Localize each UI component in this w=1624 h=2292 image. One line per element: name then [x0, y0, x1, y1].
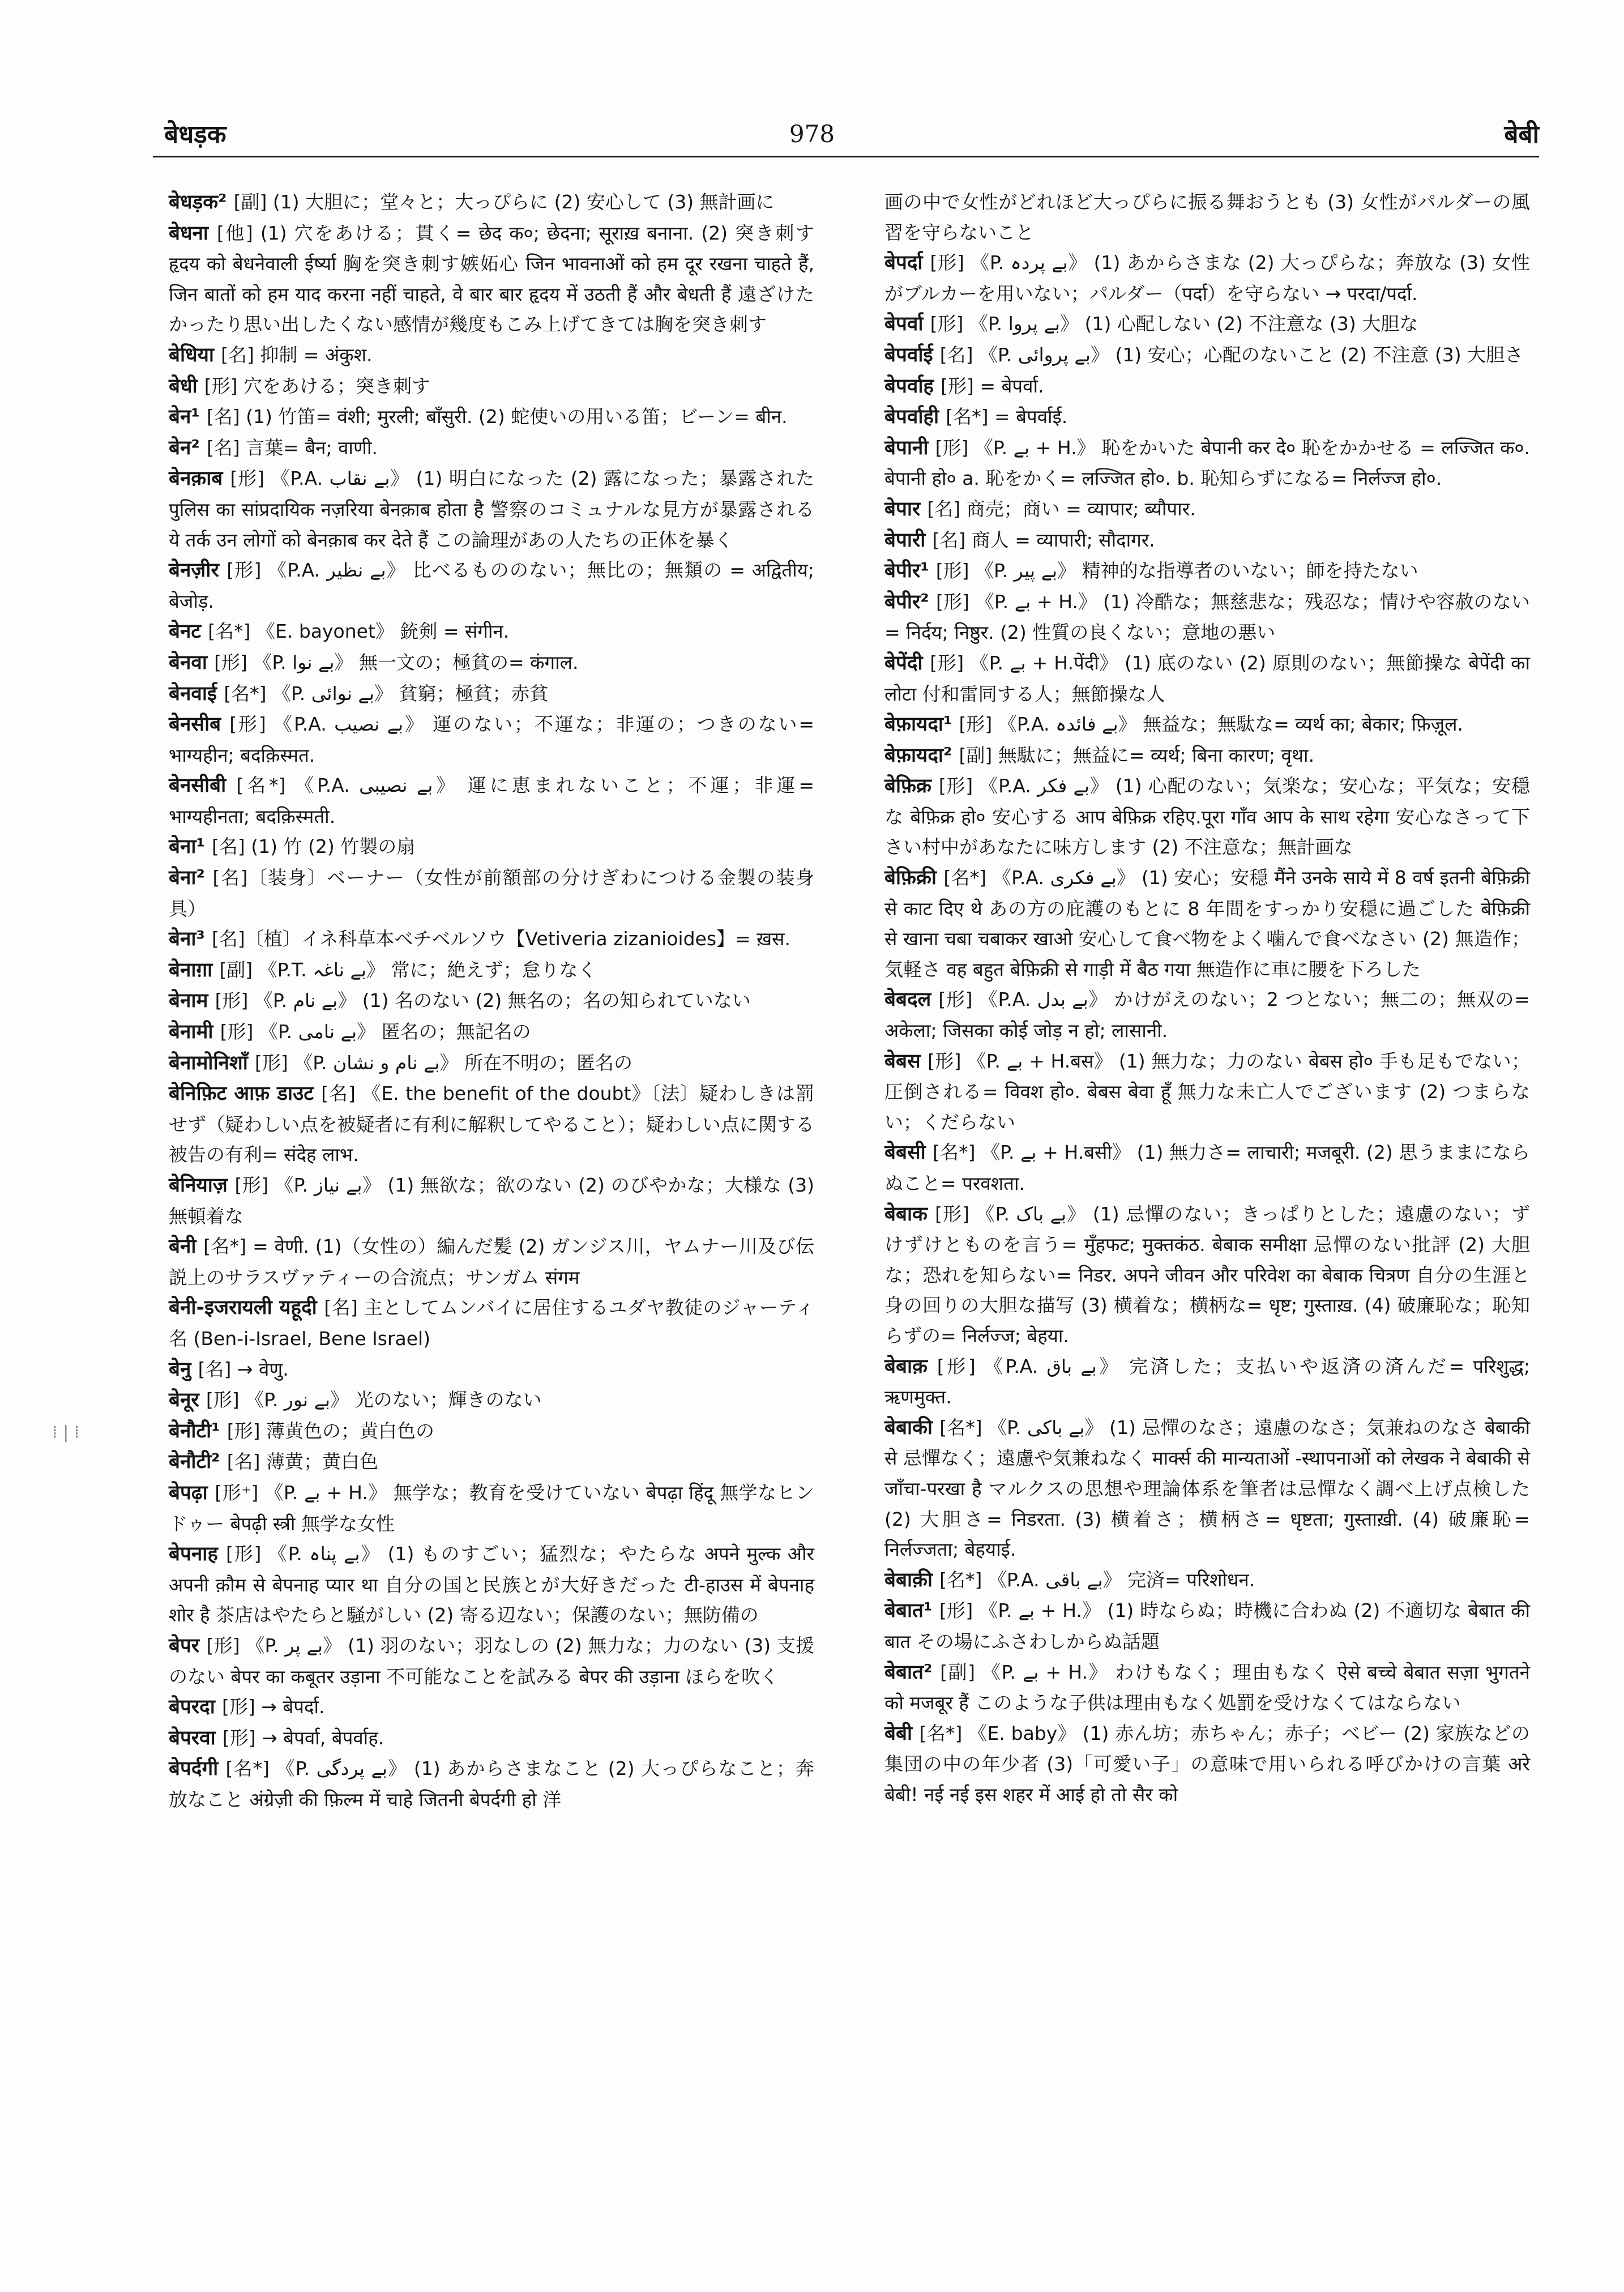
right-guide-word: बेबी — [1504, 120, 1539, 149]
headword: बेबाक़ी — [884, 1568, 940, 1591]
definition: [形] 《P. بے پر》 (1) 羽のない；羽なしの (2) 無力な；力のない (3) 支援のない बेपर का कबूतर उड़ाना 不可能なことを試みる बेपर की उड़ाना ほらを吹く — [169, 1634, 815, 1688]
definition: [形] 《P. بے + H.पेंदी》 (1) 底のない (2) 原則のない；無節操な बेपेंदी का लोटा 付和雷同する人；無節操な人 — [884, 651, 1530, 705]
headword: बेनिफ़िट आफ़ डाउट — [169, 1082, 322, 1106]
dictionary-entry — [169, 924, 814, 955]
headword: बेनियाज़ — [169, 1174, 235, 1197]
dictionary-entry — [884, 863, 1530, 984]
dictionary-entry — [169, 340, 814, 371]
dictionary-entry — [169, 1692, 814, 1723]
definition: [副] 《P.T. بے ناغہ》 常に；絶えず；怠りなく — [219, 958, 597, 981]
headword: बेफ़ायदा² — [884, 744, 959, 767]
dictionary-entry — [169, 831, 814, 863]
dictionary-entry — [884, 648, 1530, 709]
definition: [形] 《P. بے نامی》 匿名の；無記名の — [220, 1021, 531, 1043]
dictionary-entry — [884, 371, 1530, 402]
dictionary-entry — [169, 1723, 814, 1754]
definition: [形] 《P.A. بے بدل》 かけがえのない；2 つとない；無二の；無双の= अकेला; जिसका कोई जोड़ न हो; लासानी. — [884, 988, 1530, 1042]
definition: [形] 《P. بے نوا》 無一文の；極貧の= कंगाल. — [214, 651, 579, 673]
definition: [名*] 《P. بے + H.बसी》 (1) 無力さ= लाचारी; मजबूरी. (2) 思うままにならぬこと= परवशता. — [884, 1141, 1531, 1194]
headword: बेधड़क² — [169, 191, 234, 214]
definition: [名]〔装身〕ベーナー（女性が前額部の分けぎわにつける金製の装身具） — [169, 867, 814, 920]
dictionary-entry — [169, 709, 814, 770]
definition: [形] 《P. بے + H.》 恥をかいた बेपानी कर दे० 恥をかかせる = लज्जित क०. बेपानी हो० a. 恥をかく= लज्जित हो०. b. 恥知らずになる= निर्लज्ज हो०. — [884, 436, 1531, 490]
headword: बेपर्वाह — [884, 374, 941, 398]
headword: बेनौटी² — [169, 1450, 227, 1474]
left-column — [169, 187, 814, 1815]
headword: बेपर — [169, 1634, 207, 1657]
dictionary-entry — [169, 1354, 814, 1385]
definition: [名*] 《P.A. بے فکری》 (1) 安心；安穏 मैंने उनके साये में 8 वर्ष इतनी बेफ़िक्री से काट दिए थे あの方の庇護のもとに 8 年間をすっかり安穏に過ごした बेफ़िक्री से खाना चबा चबाकर खाओ 安心して食べ物をよく噛んで食べなさい (2) 無造作；気軽さ वह बहुत बेफ़िक्री से गाड़ी में बैठ गया 無造作に車に腰を下ろした — [884, 867, 1530, 980]
page-header — [0, 0, 1624, 159]
definition: [形] 《P.A. بے فائدہ》 無益な；無駄な= व्यर्थ का; बेकार; फ़िज़ूल. — [959, 713, 1463, 736]
definition: [形] 《P. بے نام》 (1) 名のない (2) 無名の；名の知られていない — [215, 989, 751, 1012]
definition: [名] 《P. بے پروائی》 (1) 安心；心配のないこと (2) 不注意 (3) 大胆さ — [939, 343, 1524, 366]
header-rule — [153, 156, 1539, 157]
dictionary-entry — [169, 1048, 814, 1079]
dictionary-entry — [884, 587, 1530, 648]
dictionary-entry — [884, 1351, 1530, 1412]
headword: बेनामी — [169, 1021, 220, 1044]
definition: [名]〔植〕イネ科草本ベチベルソウ【Vetiveria zizanioides】= ख़स. — [212, 928, 790, 950]
definition: [副] 《P. بے + H.》 わけもなく；理由もなく ऐसे बच्चे बेबात सज़ा भुगतने को मजबूर हैं このような子供は理由もなく処罰を受けなくてはならない — [884, 1661, 1530, 1714]
headword: बेबसी — [884, 1141, 933, 1164]
headword: बेनट — [169, 620, 208, 643]
dictionary-entry — [169, 402, 814, 433]
dictionary-entry — [884, 340, 1530, 371]
definition: [形] 《P. بے + H.》 (1) 時ならぬ；時機に合わぬ (2) 不適切な बेबात की बात その場にふさわしからぬ話題 — [884, 1599, 1531, 1653]
dictionary-entry — [884, 740, 1530, 771]
definition: [形] → बेपर्वा, बेपर्वाह. — [222, 1726, 384, 1749]
dictionary-entry — [169, 433, 814, 464]
dictionary-entry — [169, 463, 814, 555]
headword: बेफ़िक्र — [884, 775, 939, 798]
definition: [名*] 《P. بے پردگی》 (1) あからさまなこと (2) 大っぴらなこと；奔放なこと अंग्रेज़ी की फ़िल्म में चाहे जितनी बेपर्दगी हो 洋 — [169, 1757, 815, 1811]
dictionary-entry — [884, 1657, 1530, 1718]
headword: बेपर्वा — [884, 313, 930, 336]
dictionary-entry — [169, 1446, 814, 1478]
right-column — [884, 187, 1530, 1809]
headword: बेबाकी — [884, 1416, 940, 1439]
definition: [形] 穴をあける；突き刺す — [204, 374, 431, 397]
dictionary-entry — [169, 1017, 814, 1048]
dictionary-entry — [169, 1539, 814, 1631]
dictionary-entry — [169, 1385, 814, 1416]
definition: [形] 《P.A. بے نظیر》 比べるもののない；無比の；無類の = अद्वितीय; बेजोड़. — [169, 559, 814, 612]
headword: बेपारी — [884, 528, 933, 552]
definition: [名] → वेणु. — [198, 1358, 289, 1380]
definition: [形] 《P. بے نیاز》 (1) 無欲な；欲のない (2) のびやかな；大様な (3) 無頓着な — [169, 1174, 814, 1227]
dictionary-entry — [884, 984, 1530, 1045]
page-number: 978 — [789, 120, 835, 148]
headword: बेनूर — [169, 1389, 206, 1412]
headword: बेपीर² — [884, 590, 936, 613]
dictionary-entry — [169, 1078, 814, 1170]
headword: बेना³ — [169, 928, 212, 951]
definition: [名] 商売；商い = व्यापार; ब्यौपार. — [927, 497, 1196, 520]
definition: [形] 《P.A. بے نصیب》 運のない；不運な；非運の；つきのない= भाग्यहीन; बदक़िस्मत. — [169, 713, 815, 766]
definition: [名*] 《P. بے باکی》 (1) 忌憚のなさ；遠慮のなさ；気兼ねのなさ बेबाकी से 忌憚なく；遠慮や気兼ねなく मार्क्स की मान्यताओं -स्थापनाओं को लेखक ने बेबाकी से जाँचा-परखा है マルクスの思想や理論体系を筆者は忌憚なく調べ上げ点検した (2) 大胆さ= निडरता. (3) 横着さ；横柄さ= धृष्टता; गुस्ताख़ी. (4) 破廉恥= निर्लज्जता; बेहयाई. — [884, 1416, 1531, 1561]
definition: [副] 無駄に；無益に= व्यर्थ; बिना कारण; वृथा. — [959, 744, 1315, 766]
headword: बेनाग़ा — [169, 958, 220, 981]
dictionary-entry — [884, 709, 1530, 740]
dictionary-entry — [884, 494, 1530, 525]
dictionary-entry — [884, 309, 1530, 340]
dictionary-entry — [884, 1137, 1530, 1198]
dictionary-entry — [169, 678, 814, 710]
definition: [形] = बेपर्वा. — [941, 374, 1044, 397]
headword: बेनु — [169, 1358, 198, 1381]
definition: [名] 薄黄；黄白色 — [226, 1450, 378, 1473]
dictionary-entry — [169, 1631, 814, 1692]
headword: बेना¹ — [169, 835, 212, 859]
headword: बेपर्वाही — [884, 406, 946, 429]
dictionary-entry — [884, 1046, 1530, 1138]
headword: बेपरवा — [169, 1726, 223, 1749]
headword: बेबस — [884, 1049, 928, 1073]
definition: [名] (1) 竹 (2) 竹製の扇 — [212, 835, 416, 858]
headword: बेपानी — [884, 436, 935, 459]
dictionary-entry — [884, 771, 1530, 863]
definition: [他] (1) 穴をあける；貫く= छेद क०; छेदना; सूराख़ बनाना. (2) 突き刺す हृदय को बेधनेवाली ईर्ष्या 胸を突き刺す嫉妬心 जिन भावनाओं को हम दूर रखना चाहते हैं, जिन बातों को हम याद करना नहीं चाहते, वे बार बार हृदय में उठती हैं और बेधती हैं 遠ざけたかったり思い出したくない感情が幾度もこみ上げてきては胸を突き刺す — [169, 221, 814, 336]
headword: बेनाम — [169, 989, 215, 1013]
dictionary-entry — [884, 1412, 1530, 1565]
headword: बेपार — [884, 497, 928, 520]
definition: [名*] 《E. bayonet》 銃剣 = संगीन. — [208, 620, 510, 643]
definition: [形] 《P. بے نور》 光のない；輝きのない — [206, 1389, 542, 1411]
dictionary-entry — [884, 433, 1530, 494]
dictionary-entry — [169, 863, 814, 924]
headword: बेपनाह — [169, 1543, 226, 1566]
dictionary-entry — [884, 1595, 1530, 1657]
definition: [形⁺] 《P. بے + H.》 無学な；教育を受けていない बेपढ़ा हिंदू 無学なヒンドゥー बेपढ़ी स्त्री 無学な女性 — [169, 1481, 814, 1535]
definition: [形] 《P. بے نام و نشان》 所在不明の；匿名の — [255, 1051, 633, 1074]
dictionary-entry — [169, 985, 814, 1017]
headword: बेनज़ीर — [169, 559, 227, 582]
headword: बेपर्दा — [884, 251, 930, 275]
headword: बेनक़ाब — [169, 467, 230, 490]
dictionary-entry — [169, 1231, 814, 1292]
headword: बेन² — [169, 436, 207, 459]
headword: बेनी — [169, 1235, 204, 1258]
dictionary-entry — [169, 1478, 814, 1539]
headword: बेनसीबी — [169, 774, 237, 797]
headword: बेबाक — [884, 1202, 935, 1226]
headword: बेनसीब — [169, 713, 230, 736]
headword: बेनी-इजरायली यहूदी — [169, 1296, 324, 1320]
definition: [名] 言葉= बैन; वाणी. — [206, 436, 378, 459]
headword: बेपर्दगी — [169, 1757, 226, 1781]
definition: [形] 《P. بے پروا》 (1) 心配しない (2) 不注意な (3) 大胆な — [930, 313, 1418, 335]
dictionary-entry — [884, 556, 1530, 587]
headword: बेपेंदी — [884, 651, 930, 675]
headword: बेधना — [169, 221, 217, 245]
headword: बेपढ़ा — [169, 1481, 215, 1504]
headword: बेफ़ायदा¹ — [884, 713, 959, 736]
definition: [形] → बेपर्दा. — [222, 1696, 325, 1718]
dictionary-entry — [169, 1753, 814, 1815]
definition: [名*] = वेणी. (1)（女性の）編んだ髪 (2) ガンジス川，ヤムナー川及び伝説上のサラスヴァティーの合流点；サンガム संगम — [169, 1235, 814, 1288]
headword: बेबी — [884, 1722, 920, 1745]
dictionary-entry — [169, 616, 814, 647]
continued-text: 画の中で女性がどれほど大っぴらに振る舞おうとも (3) 女性がパルダーの風習を守らないこと — [884, 191, 1530, 244]
headword: बेनौटी¹ — [169, 1419, 227, 1442]
definition: [名] 商人 = व्यापारी; सौदागर. — [932, 528, 1155, 551]
dictionary-entry — [169, 371, 814, 402]
dictionary-entry — [169, 218, 814, 340]
dictionary-entry — [884, 247, 1530, 309]
margin-mark: ⁞ | ⁞ — [52, 1423, 80, 1442]
dictionary-entry — [169, 955, 814, 986]
headword: बेबात¹ — [884, 1599, 939, 1623]
definition: [名] 抑制 = अंकुश. — [221, 343, 373, 366]
headword: बेपीर¹ — [884, 560, 936, 583]
definition: [形] 《P. بے + H.》 (1) 冷酷な；無慈悲な；残忍な；情けや容赦のない= निर्दय; निष्ठुर. (2) 性質の良くない；意地の悪い — [884, 590, 1530, 644]
dictionary-entry — [169, 1170, 814, 1231]
definition: [名] 《E. the benefit of the doubt》〔法〕疑わしきは罰せず（疑わしい点を被疑者に有利に解釈してやること）；疑わしい点に関する被告の有利= संदेह लाभ. — [169, 1082, 814, 1166]
definition: [形] 《P.A. بے فکر》 (1) 心配のない；気楽な；安心な；平気な；安穏な बेफ़िक्र हो० 安心する आप बेफ़िक्र रहिए.पूरा गाँव आप के साथ रहेगा 安心なさって下さい村中があなたに味方します (2) 不注意な；無計画な — [884, 775, 1531, 859]
headword: बेबदल — [884, 988, 939, 1011]
definition: [副] (1) 大胆に；堂々と；大っぴらに (2) 安心して (3) 無計画に — [233, 191, 775, 213]
headword: बेनवाई — [169, 682, 224, 705]
headword: बेपरदा — [169, 1696, 223, 1719]
headword: बेना² — [169, 867, 213, 890]
dictionary-entry — [884, 525, 1530, 556]
dictionary-entry — [169, 187, 814, 218]
dictionary-entry — [169, 770, 814, 831]
definition: [名] 主としてムンバイに居住するユダヤ教徒のジャーティ名 (Ben-i-Israel, Bene Israel) — [169, 1296, 814, 1350]
definition: [形] 《P. بے پردہ》 (1) あからさまな (2) 大っぴらな；奔放な (3) 女性がブルカーを用いない；パルダー（पर्दा）を守らない → परदा/पर्दा. — [884, 251, 1531, 305]
headword: बेबाक़ — [884, 1355, 937, 1378]
headword: बेधिया — [169, 343, 221, 366]
definition: [名*] 《P. بے نوائی》 貧窮；極貧；赤貧 — [224, 682, 549, 705]
headword: बेबात² — [884, 1661, 941, 1684]
definition: [形] 《P.A. بے نقاب》 (1) 明白になった (2) 露になった；暴露された पुलिस का सांप्रदायिक नज़रिया बेनक़ाब होता है 警察のコミュナルな見方が暴露される ये तर्क उन लोगों को बेनक़ाब कर देते हैं この論理があの人たちの正体を暴く — [169, 467, 815, 551]
dictionary-entry — [884, 1718, 1530, 1810]
dictionary-entry — [884, 402, 1530, 433]
definition: [形] 《P.A. بے باق》 完済した；支払いや返済の済んだ= परिशुद्ध; ऋणमुक्त. — [884, 1355, 1531, 1409]
definition: [形] 《P. بے باک》 (1) 忌憚のない；きっぱりとした；遠慮のない；ずけずけとものを言う= मुँहफट; मुक्तकंठ. बेबाक समीक्षा 忌憚のない批評 (2) 大胆な；恐れを知らない= निडर. अपने जीवन और परिवेश का बेबाक चित्रण 自分の生涯と身の回りの大胆な描写 (3) 横着な；横柄な= धृष्ट; गुस्ताख़. (4) 破廉恥な；恥知らずの= निर्लज्ज; बेहया. — [884, 1202, 1530, 1347]
dictionary-entry — [169, 1292, 814, 1354]
headword: बेनामोनिशाँ — [169, 1051, 255, 1074]
definition: [名] (1) 竹笛= वंशी; मुरली; बाँसुरी. (2) 蛇使いの用いる笛；ビーン= बीन. — [206, 406, 788, 428]
definition: [名*] 《P.A. بے باقی》 完済= परिशोधन. — [939, 1568, 1255, 1591]
dictionary-entry — [169, 1416, 814, 1447]
definition: [形] 薄黄色の；黄白色の — [226, 1419, 434, 1442]
definition: [名*] = बेपर्वाई. — [946, 406, 1068, 428]
definition: [名*] 《P.A. بے نصیبی》 運に恵まれないこと；不運；非運= भाग्यहीनता; बदक़िस्मती. — [169, 774, 815, 827]
definition: [形] 《P. بے پناہ》 (1) ものすごい；猛烈な；やたらな अपने मुल्क और अपनी क़ौम से बेपनाह प्यार था 自分の国と民族とが大好きだった टी-हाउस में बेपनाह शोर है 茶店はやたらと騒がしい (2) 寄る辺ない；保護のない；無防備の — [169, 1543, 814, 1627]
headword: बेन¹ — [169, 406, 207, 429]
dictionary-entry — [884, 1565, 1530, 1596]
dictionary-entry — [169, 555, 814, 616]
headword: बेफ़िक्री — [884, 867, 944, 890]
definition: [名*] 《E. baby》 (1) 赤ん坊；赤ちゃん；赤子；ベビー (2) 家族などの集団の中の年少者 (3)「可愛い子」の意味で用いられる呼びかけの言葉 अरे बेबी! नई नई इस शहर में आई हो तो सैर को — [884, 1722, 1530, 1806]
headword: बेपर्वाई — [884, 343, 940, 366]
definition: [形] 《P. بے پیر》 精神的な指導者のいない；師を持たない — [935, 560, 1418, 582]
definition: [形] 《P. بے + H.बस》 (1) 無力な；力のない बेबस हो० 手も足もでない；圧倒される= विवश हो०. बेबस बेवा हूँ 無力な未亡人でございます (2) つまらない；くだらない — [884, 1049, 1530, 1133]
dictionary-entry — [169, 647, 814, 678]
left-guide-word: बेधड़क — [164, 120, 226, 149]
headword: बेधी — [169, 374, 204, 398]
headword: बेनवा — [169, 651, 215, 674]
dictionary-entry — [884, 1199, 1530, 1351]
